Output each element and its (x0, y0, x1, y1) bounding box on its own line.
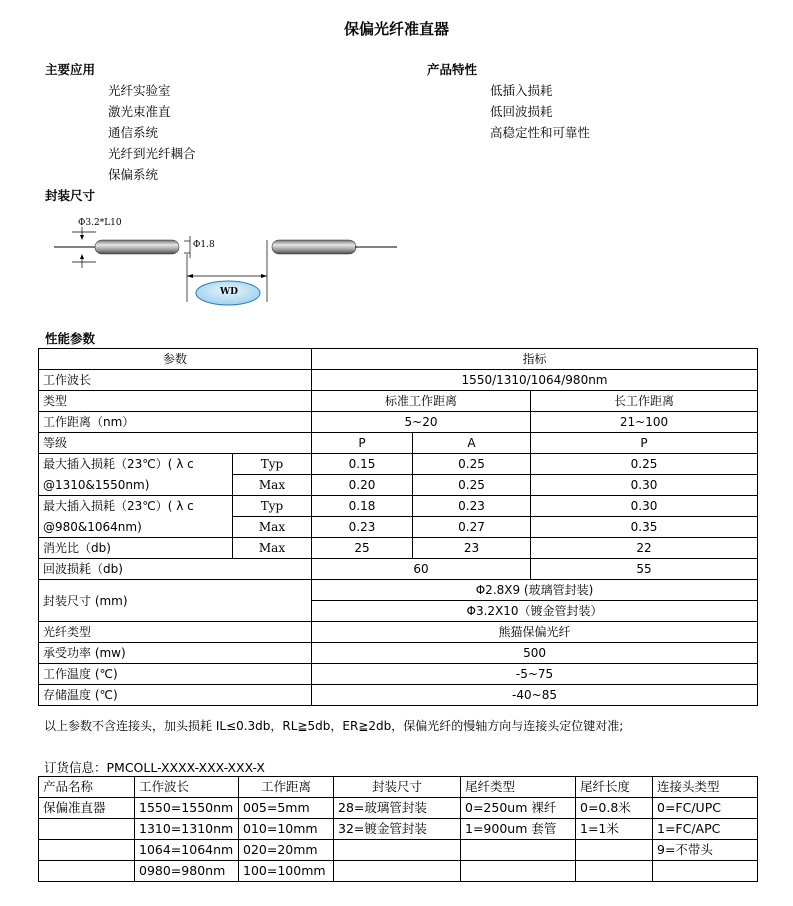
order-cell (461, 861, 576, 882)
grade-p-long: P (531, 433, 758, 454)
package-dim-label: Φ3.2*L10 (78, 218, 122, 228)
il1-max: Max (233, 475, 312, 496)
il2-typ: Typ (233, 496, 312, 517)
il1-typ-p: 0.15 (312, 454, 413, 475)
order-header: 尾纤长度 (576, 777, 653, 798)
fiber-label: 光纤类型 (39, 622, 312, 643)
order-cell: 9=不带头 (653, 840, 758, 861)
il1-max-a: 0.25 (413, 475, 531, 496)
il1-typ: Typ (233, 454, 312, 475)
table-row (39, 349, 758, 370)
il1-typ-long: 0.25 (531, 454, 758, 475)
wd-label: WD (220, 287, 238, 297)
table-row (39, 475, 758, 496)
il2-label-b: @980&1064nm) (39, 517, 233, 538)
order-cell (653, 861, 758, 882)
order-cell: 28=玻璃管封装 (334, 798, 461, 819)
features-heading: 产品特性 (427, 62, 478, 77)
distance-label: 工作距离（nm） (39, 412, 312, 433)
order-cell: 0980=980nm (135, 861, 239, 882)
performance-heading: 性能参数 (45, 331, 96, 346)
table-row (39, 664, 758, 685)
type-standard: 标准工作距离 (312, 391, 531, 412)
order-cell: 1=1米 (576, 819, 653, 840)
table-row (39, 433, 758, 454)
table-row (39, 412, 758, 433)
rl-label: 回波损耗（db) (39, 559, 312, 580)
order-cell: 保偏准直器 (39, 798, 135, 819)
er-p: 25 (312, 538, 413, 559)
order-cell: 0=0.8米 (576, 798, 653, 819)
il1-typ-a: 0.25 (413, 454, 531, 475)
table-row (39, 538, 758, 559)
type-label: 类型 (39, 391, 312, 412)
table-row (39, 819, 758, 840)
table-row (39, 580, 758, 601)
er-long: 22 (531, 538, 758, 559)
table-row (39, 370, 758, 391)
order-cell: 020=20mm (239, 840, 334, 861)
er-label: 消光比（db) (39, 538, 233, 559)
table-row (39, 643, 758, 664)
order-cell: 32=镀金管封装 (334, 819, 461, 840)
rl-standard: 60 (312, 559, 531, 580)
order-cell: 1=FC/APC (653, 819, 758, 840)
package-dia-label: Φ1.8 (193, 240, 215, 250)
order-cell (576, 840, 653, 861)
feature-item: 低插入损耗 (490, 83, 553, 98)
il2-max-long: 0.35 (531, 517, 758, 538)
order-header: 连接头类型 (653, 777, 758, 798)
parameter-note: 以上参数不含连接头，加头损耗 IL≤0.3db，RL≧5db，ER≧2db，保偏光纤的慢轴方向与连接头定位键对准; (44, 719, 624, 733)
pkg-value-gold: Φ3.2X10（镀金管封装） (312, 601, 758, 622)
storage-temp-label: 存储温度 (℃) (39, 685, 312, 706)
table-row (39, 840, 758, 861)
order-table (38, 776, 758, 882)
table-row (39, 559, 758, 580)
il2-max-a: 0.27 (413, 517, 531, 538)
table-row (39, 391, 758, 412)
table-row (39, 861, 758, 882)
order-header: 封装尺寸 (334, 777, 461, 798)
page-title: 保偏光纤准直器 (343, 20, 449, 38)
table-row (39, 517, 758, 538)
order-header: 产品名称 (39, 777, 135, 798)
table-row (39, 496, 758, 517)
applications-heading: 主要应用 (45, 62, 96, 77)
order-cell: 0=250um 裸纤 (461, 798, 576, 819)
application-item: 通信系统 (108, 125, 159, 140)
performance-table (38, 348, 758, 706)
application-item: 激光束准直 (108, 104, 171, 119)
package-heading: 封装尺寸 (45, 188, 96, 203)
order-cell (576, 861, 653, 882)
fiber-value: 熊猫保偏光纤 (312, 622, 758, 643)
order-cell: 1310=1310nm (135, 819, 239, 840)
power-label: 承受功率 (mw) (39, 643, 312, 664)
table-row (39, 622, 758, 643)
il2-typ-a: 0.23 (413, 496, 531, 517)
type-long: 长工作距离 (531, 391, 758, 412)
operating-temp-label: 工作温度 (℃) (39, 664, 312, 685)
param-header: 参数 (39, 349, 312, 370)
il2-typ-p: 0.18 (312, 496, 413, 517)
order-cell (461, 840, 576, 861)
order-header: 尾纤类型 (461, 777, 576, 798)
table-row (39, 685, 758, 706)
rl-long: 55 (531, 559, 758, 580)
feature-item: 高稳定性和可靠性 (490, 125, 591, 140)
table-row (39, 798, 758, 819)
power-value: 500 (312, 643, 758, 664)
order-header: 工作波长 (135, 777, 239, 798)
application-item: 保偏系统 (108, 167, 159, 182)
order-cell: 010=10mm (239, 819, 334, 840)
il1-label-b: @1310&1550nm) (39, 475, 233, 496)
grade-label: 等级 (39, 433, 312, 454)
er-max: Max (233, 538, 312, 559)
application-item: 光纤实验室 (108, 83, 171, 98)
order-cell (39, 819, 135, 840)
table-row (39, 777, 758, 798)
wavelength-value: 1550/1310/1064/980nm (312, 370, 758, 391)
pkg-value-glass: Φ2.8X9 (玻璃管封装) (312, 580, 758, 601)
order-cell (39, 861, 135, 882)
grade-a: A (413, 433, 531, 454)
order-cell: 005=5mm (239, 798, 334, 819)
il2-typ-long: 0.30 (531, 496, 758, 517)
il1-max-long: 0.30 (531, 475, 758, 496)
grade-p: P (312, 433, 413, 454)
feature-item: 低回波损耗 (490, 104, 553, 119)
pkg-label: 封装尺寸 (mm) (39, 580, 312, 622)
order-label: 订货信息：PMCOLL-XXXX-XXX-XXX-X (44, 760, 265, 775)
il1-label: 最大插入损耗（23℃）( λ c (39, 454, 233, 475)
il2-max-p: 0.23 (312, 517, 413, 538)
storage-temp-value: -40~85 (312, 685, 758, 706)
order-cell (39, 840, 135, 861)
package-diagram (52, 210, 402, 306)
il2-label: 最大插入损耗（23℃）( λ c (39, 496, 233, 517)
distance-standard: 5~20 (312, 412, 531, 433)
order-cell: 1=900um 套管 (461, 819, 576, 840)
wavelength-label: 工作波长 (39, 370, 312, 391)
order-cell (334, 840, 461, 861)
operating-temp-value: -5~75 (312, 664, 758, 685)
spec-header: 指标 (312, 349, 758, 370)
application-item: 光纤到光纤耦合 (108, 146, 196, 161)
er-a: 23 (413, 538, 531, 559)
order-cell (334, 861, 461, 882)
order-cell: 100=100mm (239, 861, 334, 882)
order-cell: 1550=1550nm (135, 798, 239, 819)
order-header: 工作距离 (239, 777, 334, 798)
distance-long: 21~100 (531, 412, 758, 433)
order-cell: 1064=1064nm (135, 840, 239, 861)
il1-max-p: 0.20 (312, 475, 413, 496)
il2-max: Max (233, 517, 312, 538)
order-cell: 0=FC/UPC (653, 798, 758, 819)
table-row (39, 454, 758, 475)
